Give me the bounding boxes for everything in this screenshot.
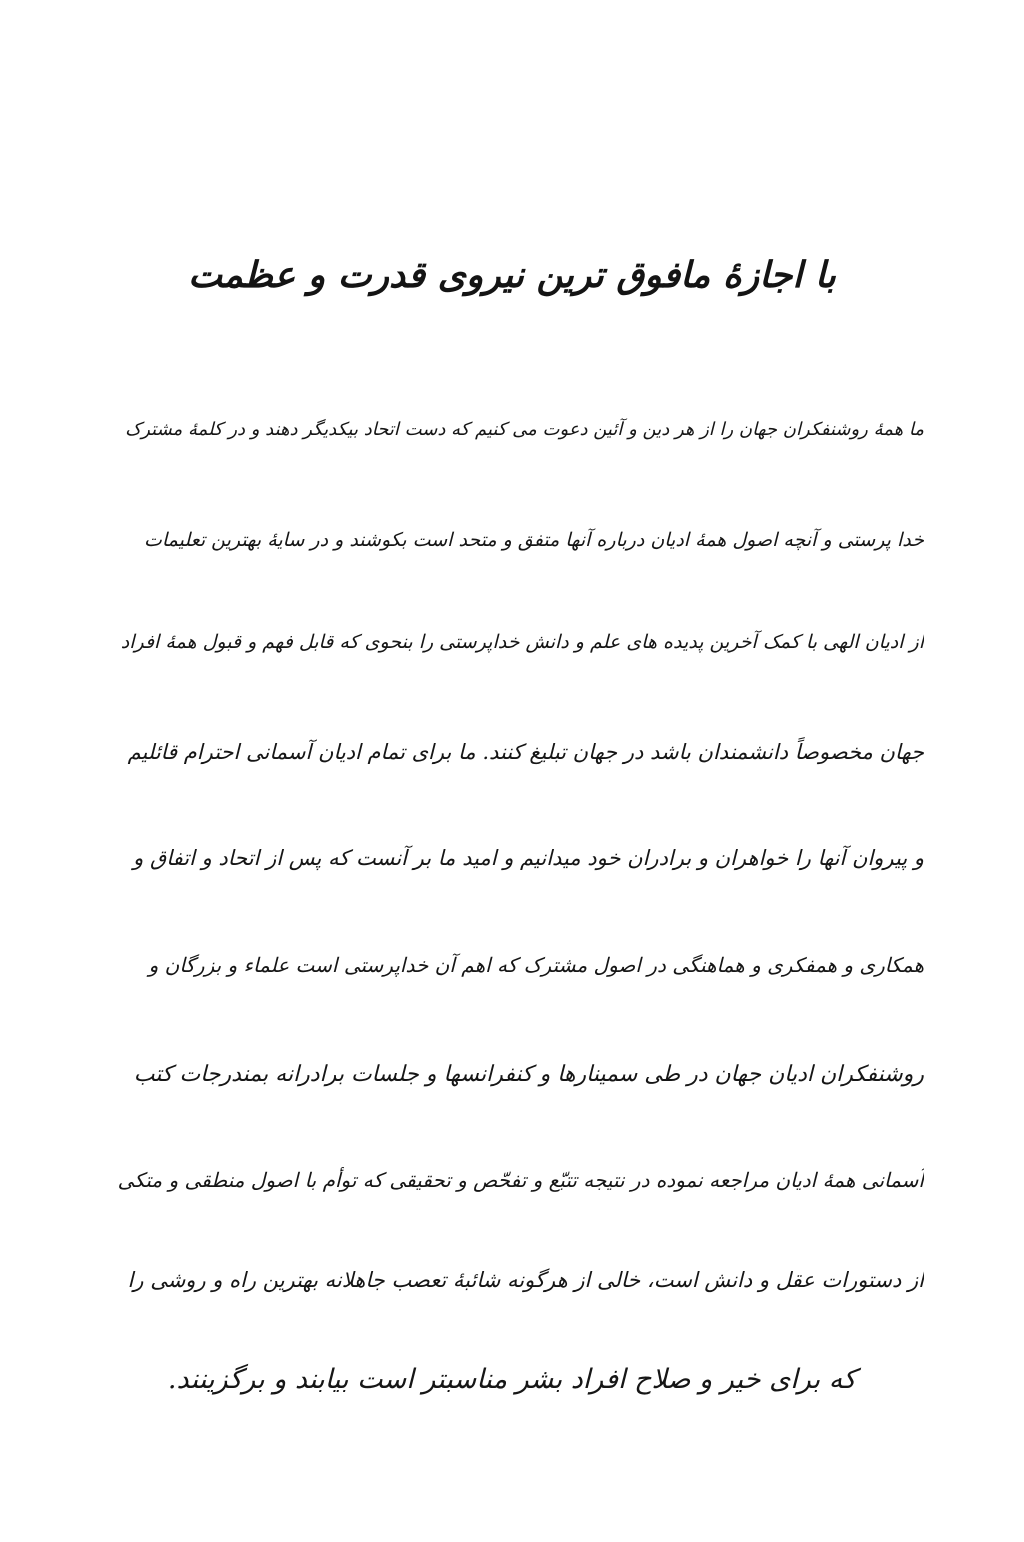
text-line-10: که برای خیر و صلاح افراد بشر مناسبتر است بیابند و برگزینند. <box>167 1364 857 1395</box>
text-line-9: از دستورات عقل و دانش است، خالی از هرگونه شائبهٔ تعصب جاهلانه بهترین راه و روشی را <box>127 1268 924 1292</box>
text-line-3: از ادیان الهی با کمک آخرین پدیده های علم و دانش خداپرستی را بنحوی که قابل فهم و قبول همهٔ افراد <box>120 631 924 653</box>
text-line-1: ما همهٔ روشنفکران جهان را از هر دین و آئین دعوت می کنیم که دست اتحاد بیکدیگر دهند و در کلمهٔ مشترک <box>125 419 924 440</box>
document-title: با اجازهٔ مافوق ترین نیروی قدرت و عظمت <box>188 254 836 296</box>
text-line-5: و پیروان آنها را خواهران و برادران خود میدانیم و امید ما بر آنست که پس از اتحاد و اتفاق و <box>133 846 924 870</box>
text-line-7: روشنفکران ادیان جهان در طی سمینارها و کنفرانسها و جلسات برادرانه بمندرجات کتب <box>133 1062 924 1087</box>
text-line-8: آسمانی همهٔ ادیان مراجعه نموده در نتیجه تتبّع و تفحّص و تحقیقی که توأم با اصول منطقی و متکی <box>117 1168 924 1192</box>
text-line-4: جهان مخصوصاً دانشمندان باشد در جهان تبلیغ کنند. ما برای تمام ادیان آسمانی احترام قائلیم <box>127 740 924 764</box>
text-line-6: همکاری و همفکری و هماهنگی در اصول مشترک که اهم آن خداپرستی است علماء و بزرگان و <box>148 953 924 977</box>
text-line-2: خدا پرستی و آنچه اصول همهٔ ادیان درباره آنها متفق و متحد است بکوشند و در سایهٔ بهترین تعلیمات <box>143 529 924 551</box>
